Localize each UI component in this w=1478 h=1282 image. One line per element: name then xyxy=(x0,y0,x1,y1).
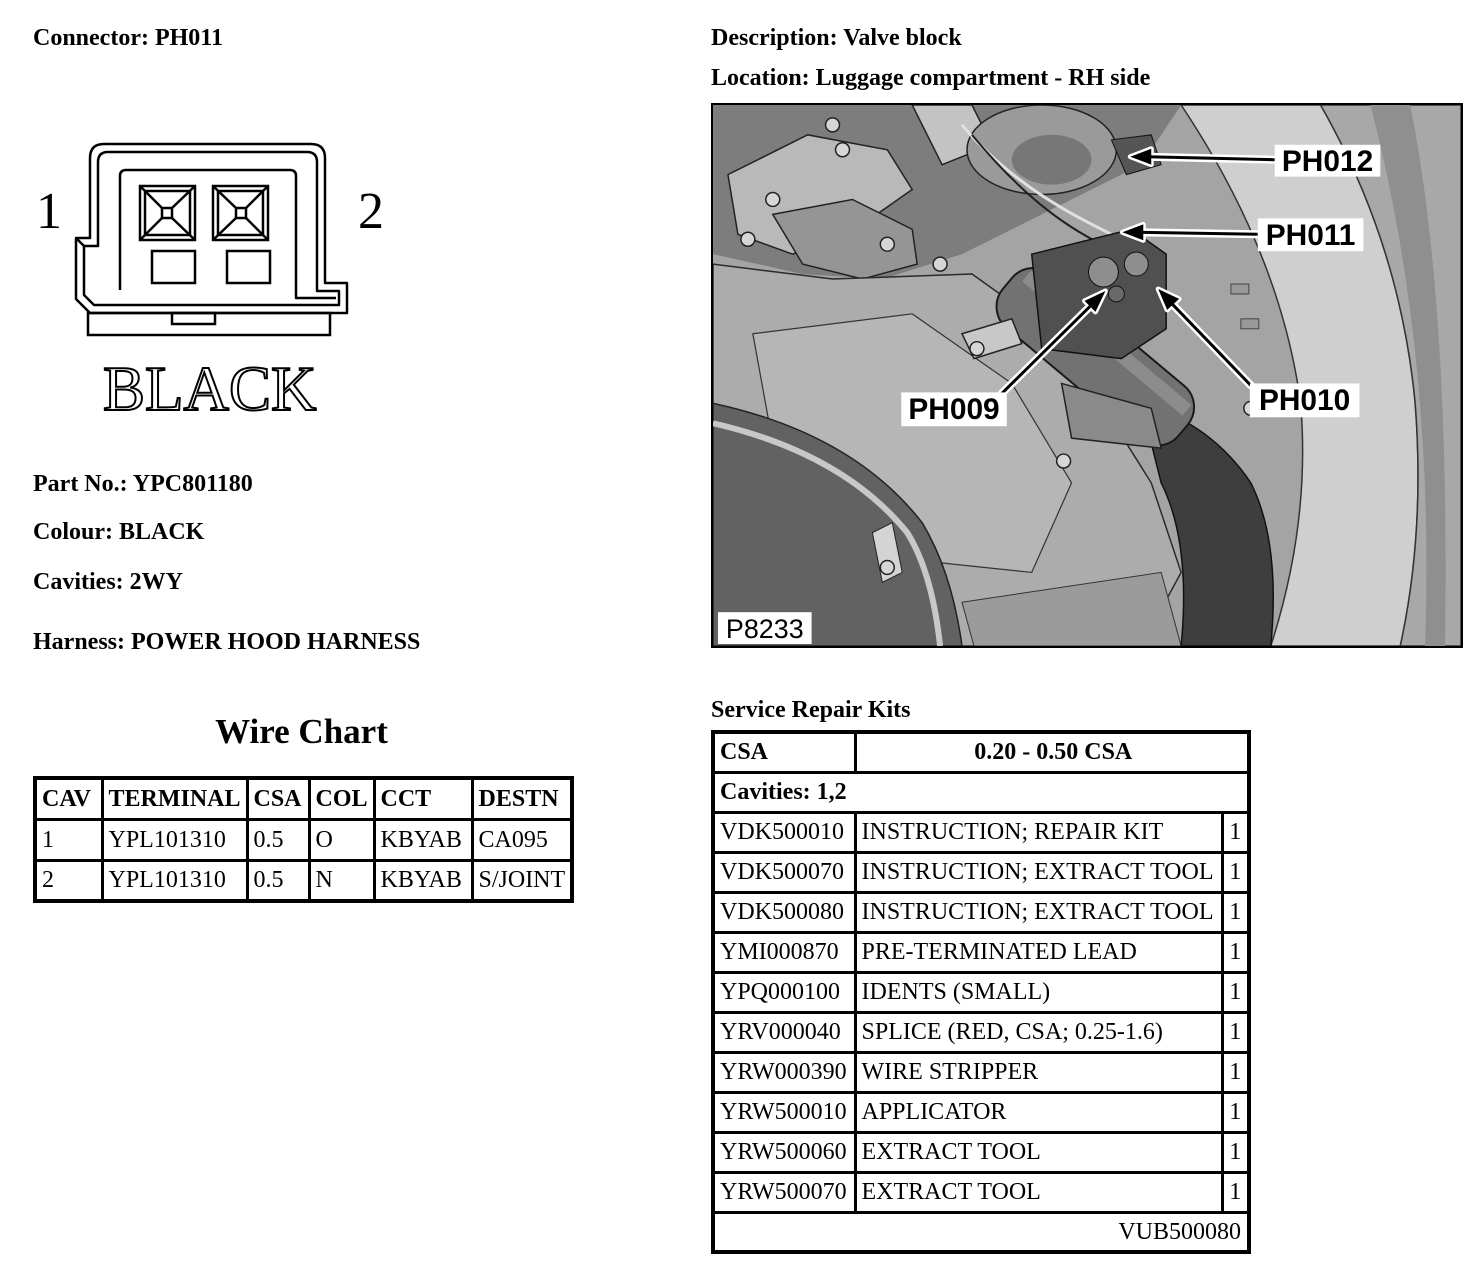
table-cell: 2 xyxy=(35,860,102,901)
colour-text: Colour: BLACK xyxy=(33,519,205,545)
connector-title: Connector: PH011 xyxy=(33,25,223,51)
table-cell: KBYAB xyxy=(374,860,472,901)
kit-part-number: YMI000870 xyxy=(713,932,855,972)
kit-description: INSTRUCTION; REPAIR KIT xyxy=(855,812,1222,852)
table-cell: KBYAB xyxy=(374,819,472,860)
location-text: Location: Luggage compartment - RH side xyxy=(711,65,1151,91)
location-photo xyxy=(711,103,1463,648)
wire-chart-title: Wire Chart xyxy=(215,712,388,751)
kit-number: VUB500080 xyxy=(713,1212,1249,1252)
callout-ph010-label: PH010 xyxy=(1258,383,1351,417)
connector-colour-label: BLACK xyxy=(103,354,317,424)
callout-ph011-label: PH011 xyxy=(1265,218,1356,252)
kits-cavities-row xyxy=(713,772,1249,812)
table-row xyxy=(713,1132,1249,1172)
service-repair-kits-table xyxy=(711,730,1251,1254)
location-illustration xyxy=(713,105,1461,646)
table-cell: O xyxy=(309,819,374,860)
kit-quantity: 1 xyxy=(1222,812,1249,852)
callout-ph010 xyxy=(1250,383,1360,417)
table-row xyxy=(35,819,572,860)
column-header-destn: DESTN xyxy=(472,778,572,819)
kit-description: EXTRACT TOOL xyxy=(855,1132,1222,1172)
kits-cavities: Cavities: 1,2 xyxy=(713,772,1249,812)
column-header-csa: CSA xyxy=(247,778,309,819)
callout-ph009-label: PH009 xyxy=(908,392,1000,426)
column-header-cav: CAV xyxy=(35,778,102,819)
table-cell: 1 xyxy=(35,819,102,860)
column-header-terminal: TERMINAL xyxy=(102,778,247,819)
table-row xyxy=(713,932,1249,972)
kit-quantity: 1 xyxy=(1222,1172,1249,1212)
table-cell: S/JOINT xyxy=(472,860,572,901)
service-repair-kits-title: Service Repair Kits xyxy=(711,697,911,723)
kit-part-number: YRW500060 xyxy=(713,1132,855,1172)
kit-description: IDENTS (SMALL) xyxy=(855,972,1222,1012)
wire-chart-table xyxy=(33,776,574,903)
cavity-1 xyxy=(140,186,195,240)
connector-base xyxy=(88,313,330,335)
kit-description: INSTRUCTION; EXTRACT TOOL xyxy=(855,852,1222,892)
callout-ph012-label: PH012 xyxy=(1281,145,1374,179)
kit-part-number: VDK500070 xyxy=(713,852,855,892)
csa-value: 0.20 - 0.50 CSA xyxy=(855,732,1249,772)
description-text: Description: Valve block xyxy=(711,25,962,51)
table-cell: YPL101310 xyxy=(102,819,247,860)
part-number: Part No.: YPC801180 xyxy=(33,471,253,497)
kit-description: EXTRACT TOOL xyxy=(855,1172,1222,1212)
kit-quantity: 1 xyxy=(1222,1052,1249,1092)
kit-quantity: 1 xyxy=(1222,972,1249,1012)
kit-description: PRE-TERMINATED LEAD xyxy=(855,932,1222,972)
kit-description: APPLICATOR xyxy=(855,1092,1222,1132)
table-row xyxy=(713,892,1249,932)
table-row xyxy=(713,1012,1249,1052)
table-row xyxy=(713,812,1249,852)
table-cell: YPL101310 xyxy=(102,860,247,901)
table-cell: 0.5 xyxy=(247,860,309,901)
kit-part-number: YRV000040 xyxy=(713,1012,855,1052)
table-header-row xyxy=(35,778,572,819)
cavities-text: Cavities: 2WY xyxy=(33,569,183,595)
table-cell: CA095 xyxy=(472,819,572,860)
kit-part-number: YRW000390 xyxy=(713,1052,855,1092)
kit-quantity: 1 xyxy=(1222,1092,1249,1132)
kit-part-number: YRW500010 xyxy=(713,1092,855,1132)
kit-part-number: VDK500080 xyxy=(713,892,855,932)
table-row xyxy=(713,972,1249,1012)
kit-quantity: 1 xyxy=(1222,852,1249,892)
figure-id-label: P8233 xyxy=(725,614,804,645)
pin-1-label: 1 xyxy=(36,183,62,240)
table-row xyxy=(713,852,1249,892)
kit-quantity: 1 xyxy=(1222,892,1249,932)
callout-ph012 xyxy=(1275,145,1381,178)
kit-part-number: YRW500070 xyxy=(713,1172,855,1212)
table-row xyxy=(713,1052,1249,1092)
kit-part-number: VDK500010 xyxy=(713,812,855,852)
callout-ph011 xyxy=(1258,218,1364,251)
csa-label: CSA xyxy=(713,732,855,772)
table-row xyxy=(713,1092,1249,1132)
connector-face-diagram xyxy=(30,130,400,430)
kit-description: SPLICE (RED, CSA; 0.25-1.6) xyxy=(855,1012,1222,1052)
terminal-windows xyxy=(152,251,270,283)
table-row xyxy=(35,860,572,901)
kit-description: INSTRUCTION; EXTRACT TOOL xyxy=(855,892,1222,932)
kit-quantity: 1 xyxy=(1222,1132,1249,1172)
pin-2-label: 2 xyxy=(358,183,384,240)
kit-number-row xyxy=(713,1212,1249,1252)
kit-quantity: 1 xyxy=(1222,1012,1249,1052)
cavity-2 xyxy=(213,186,268,240)
kit-part-number: YPQ000100 xyxy=(713,972,855,1012)
figure-id-badge xyxy=(718,612,812,644)
kit-description: WIRE STRIPPER xyxy=(855,1052,1222,1092)
table-cell: N xyxy=(309,860,374,901)
kits-header-row xyxy=(713,732,1249,772)
harness-text: Harness: POWER HOOD HARNESS xyxy=(33,629,421,655)
kit-quantity: 1 xyxy=(1222,932,1249,972)
column-header-cct: CCT xyxy=(374,778,472,819)
column-header-col: COL xyxy=(309,778,374,819)
callout-ph009 xyxy=(901,392,1007,426)
connector-outline xyxy=(76,144,347,313)
table-cell: 0.5 xyxy=(247,819,309,860)
table-row xyxy=(713,1172,1249,1212)
